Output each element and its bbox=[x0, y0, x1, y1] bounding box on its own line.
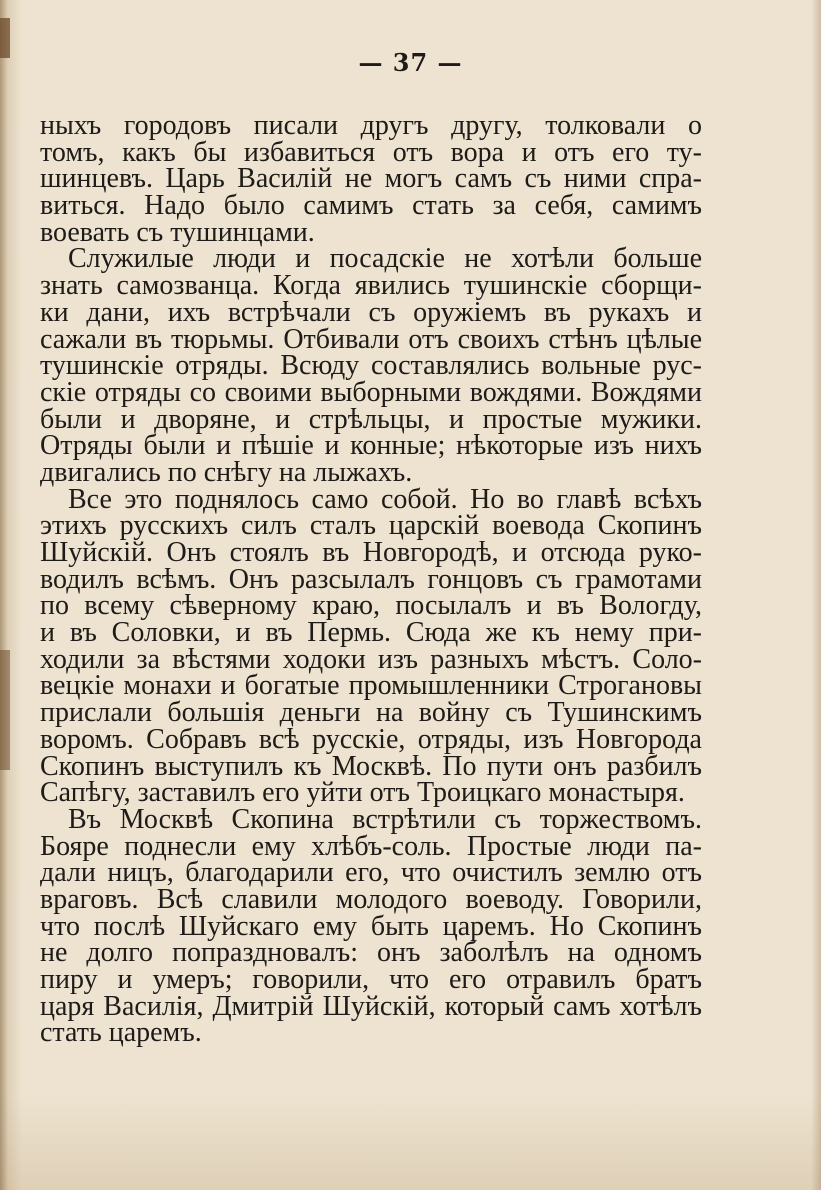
text-line: Служилые люди и посадскiе не хотѣли больше bbox=[68, 243, 702, 275]
text-line: сажали въ тюрьмы. Отбивали отъ своихъ стѣнъ цѣлые bbox=[40, 323, 702, 355]
text-line: этихъ русскихъ силъ сталъ царскiй воевода Скопинъ bbox=[40, 510, 702, 542]
text-line: Шуйскiй. Онъ стоялъ въ Новгородѣ, и отсюда руко- bbox=[40, 537, 702, 568]
page-number: — 37 — bbox=[358, 48, 463, 77]
text-line: тушинскiе отряды. Всюду составлялись вольные рус- bbox=[40, 350, 702, 382]
text-line: царя Василiя, Дмитрiй Шуйскiй, который самъ хотѣлъ bbox=[40, 990, 702, 1022]
text-line: ныхъ городовъ писали другъ другу, толковали о bbox=[40, 110, 702, 141]
text-line: не долго попраздновалъ: онъ заболѣлъ на одномъ bbox=[40, 937, 702, 969]
text-line: скiе отряды со своими выборными вождями. Вождями bbox=[40, 376, 702, 408]
text-line: Въ Москвѣ Скопина встрѣтили съ торжествомъ. bbox=[68, 803, 702, 835]
text-line: водилъ всѣмъ. Онъ разсылалъ гонцовъ съ грамотами bbox=[40, 563, 702, 595]
spine-shadow bbox=[0, 650, 10, 770]
text-line: томъ, какъ бы избавиться отъ вора и отъ его ту- bbox=[40, 136, 702, 168]
text-line: воевать съ тушинцами. bbox=[40, 216, 315, 248]
text-line: и въ Соловки, и въ Пермь. Сюда же къ нему при- bbox=[40, 617, 702, 649]
text-line: враговъ. Всѣ славили молодого воеводу. Говорили, bbox=[40, 883, 702, 915]
text-line: пиру и умеръ; говорили, что его отравилъ братъ bbox=[40, 964, 702, 995]
text-line: шинцевъ. Царь Василiй не могъ самъ съ ними спра- bbox=[40, 163, 702, 195]
text-line: дали ницъ, благодарили его, что очистилъ землю отъ bbox=[40, 857, 702, 889]
text-line: что послѣ Шуйскаго ему быть царемъ. Но Скопинъ bbox=[40, 910, 702, 942]
text-line: виться. Надо было самимъ стать за себя, самимъ bbox=[40, 190, 702, 222]
text-line: стать царемъ. bbox=[40, 1017, 202, 1049]
text-line: вецкiе монахи и богатые промышленники Строгановы bbox=[40, 670, 702, 702]
text-line: Бояре поднесли ему хлѣбъ-соль. Простые люди па- bbox=[40, 830, 702, 862]
text-line: по всему сѣверному краю, посылалъ и въ Вологду, bbox=[40, 590, 702, 622]
text-line: прислали большiя деньги на войну съ Тушинскимъ bbox=[40, 697, 702, 729]
text-line: были и дворяне, и стрѣльцы, и простые мужики. bbox=[40, 403, 702, 435]
text-line: Скопинъ выступилъ къ Москвѣ. По пути онъ разбилъ bbox=[40, 750, 702, 782]
text-line: Отряды были и пѣшiе и конные; нѣкоторые изъ нихъ bbox=[40, 430, 702, 462]
text-line: знать самозванца. Когда явились тушинскiе сборщи- bbox=[40, 270, 702, 302]
text-line: двигались по снѣгу на лыжахъ. bbox=[40, 456, 413, 488]
body-text bbox=[40, 110, 702, 1049]
text-line: ки дани, ихъ встрѣчали съ оружiемъ въ рукахъ и bbox=[40, 296, 702, 328]
text-line: Все это поднялось само собой. Но во главѣ всѣхъ bbox=[68, 483, 702, 515]
text-line: Сапѣгу, заставилъ его уйти отъ Троицкаго монастыря. bbox=[40, 777, 685, 809]
text-line: воромъ. Собравъ всѣ русскiе, отряды, изъ Новгорода bbox=[40, 723, 702, 755]
text-line: ходили за вѣстями ходоки изъ разныхъ мѣстъ. Соло- bbox=[40, 643, 702, 675]
